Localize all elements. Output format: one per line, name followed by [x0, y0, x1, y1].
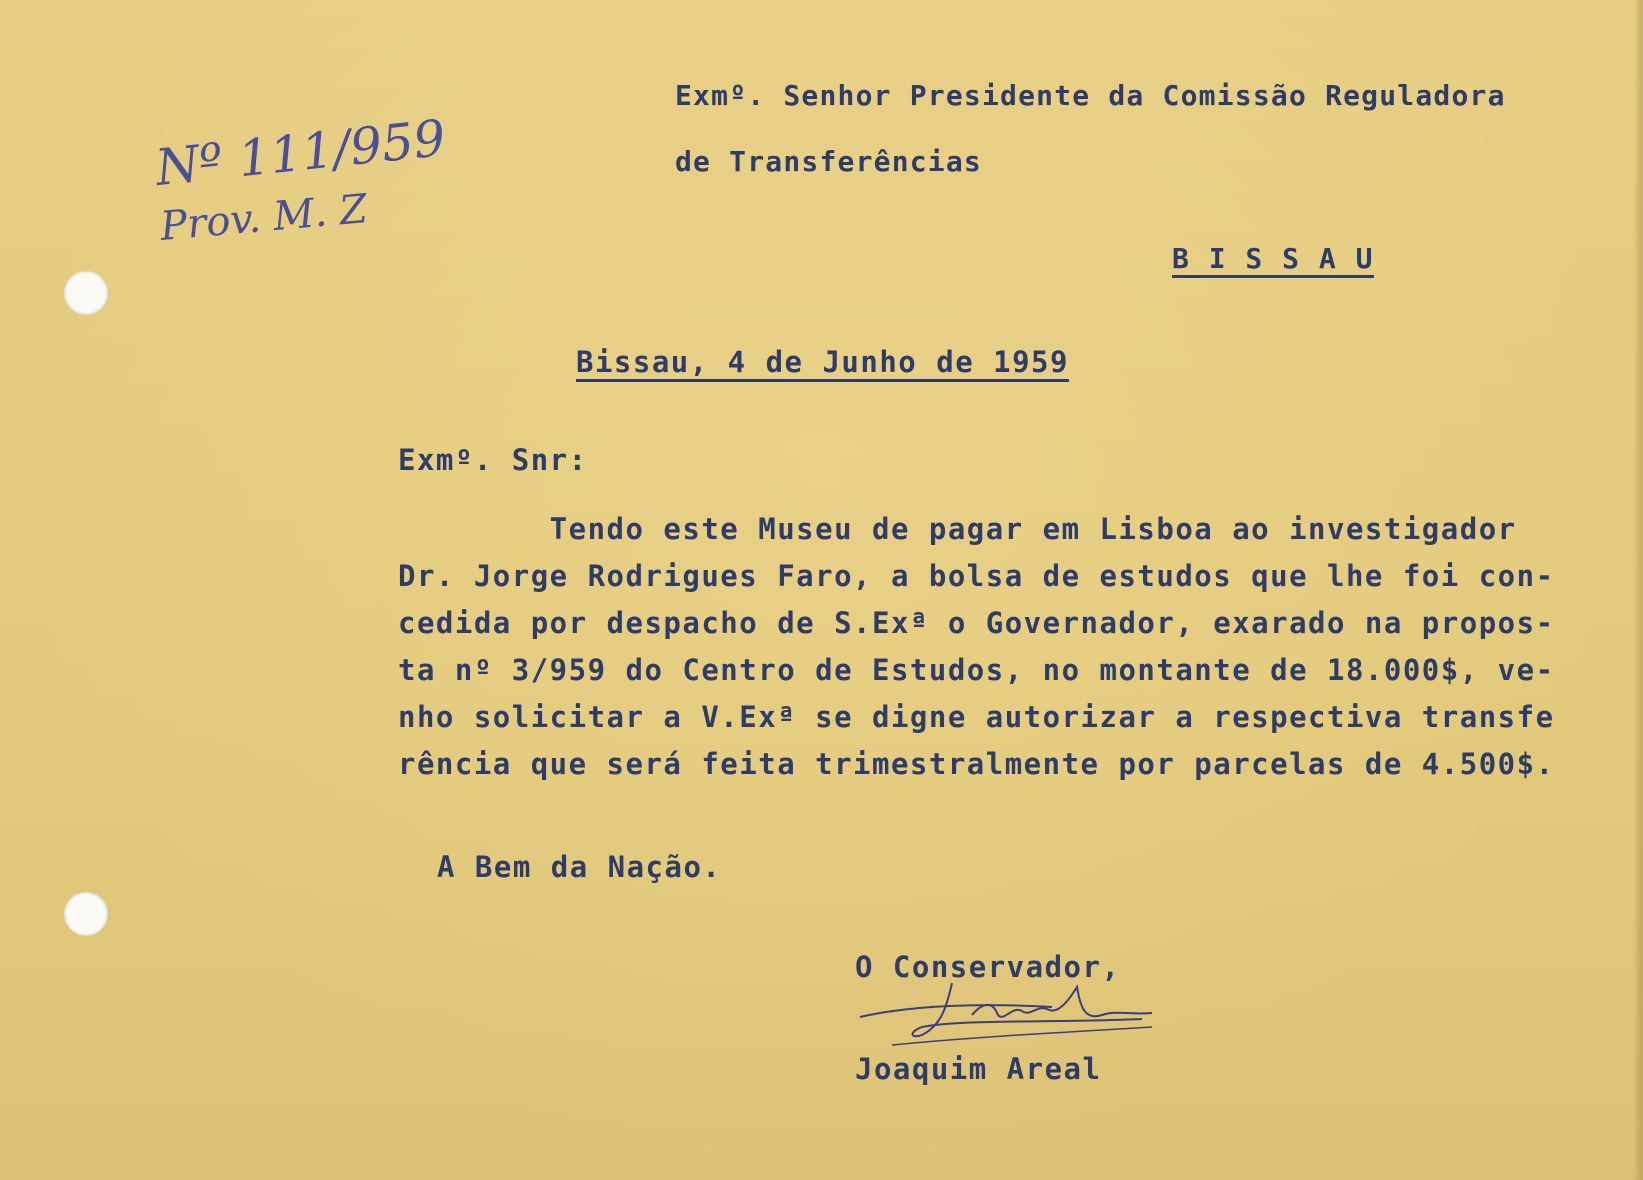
punch-hole-bottom — [64, 892, 108, 936]
body-line: nho solicitar a V.Exª se digne autorizar a respectiva transfe — [398, 700, 1555, 734]
signatory-title: O Conservador, — [855, 950, 1121, 984]
body-line: Dr. Jorge Rodrigues Faro, a bolsa de estudos que lhe foi con- — [398, 559, 1555, 593]
paper-edge — [1633, 0, 1643, 1180]
handwritten-note: Prov. M. Z — [158, 186, 370, 250]
signatory-name: Joaquim Areal — [855, 1052, 1102, 1086]
body-line: Tendo este Museu de pagar em Lisboa ao investigador — [398, 512, 1517, 546]
body-line: cedida por despacho de S.Exª o Governador, exarado na propos- — [398, 606, 1555, 640]
handwritten-number: Nº 111/959 — [152, 108, 449, 198]
address-line-2: de Transferências — [675, 145, 982, 178]
address-city: B I S S A U — [1172, 242, 1374, 275]
body-line: ta nº 3/959 do Centro de Estudos, no montante de 18.000$, ve- — [398, 653, 1555, 687]
closing: A Bem da Nação. — [437, 850, 722, 884]
punch-hole-top — [64, 271, 108, 315]
date-line: Bissau, 4 de Junho de 1959 — [576, 345, 1069, 379]
address-line-1: Exmº. Senhor Presidente da Comissão Reguladora — [675, 79, 1506, 112]
salutation: Exmº. Snr: — [398, 443, 588, 477]
signature-icon — [852, 975, 1162, 1055]
body-line: rência que será feita trimestralmente por parcelas de 4.500$. — [398, 747, 1555, 781]
